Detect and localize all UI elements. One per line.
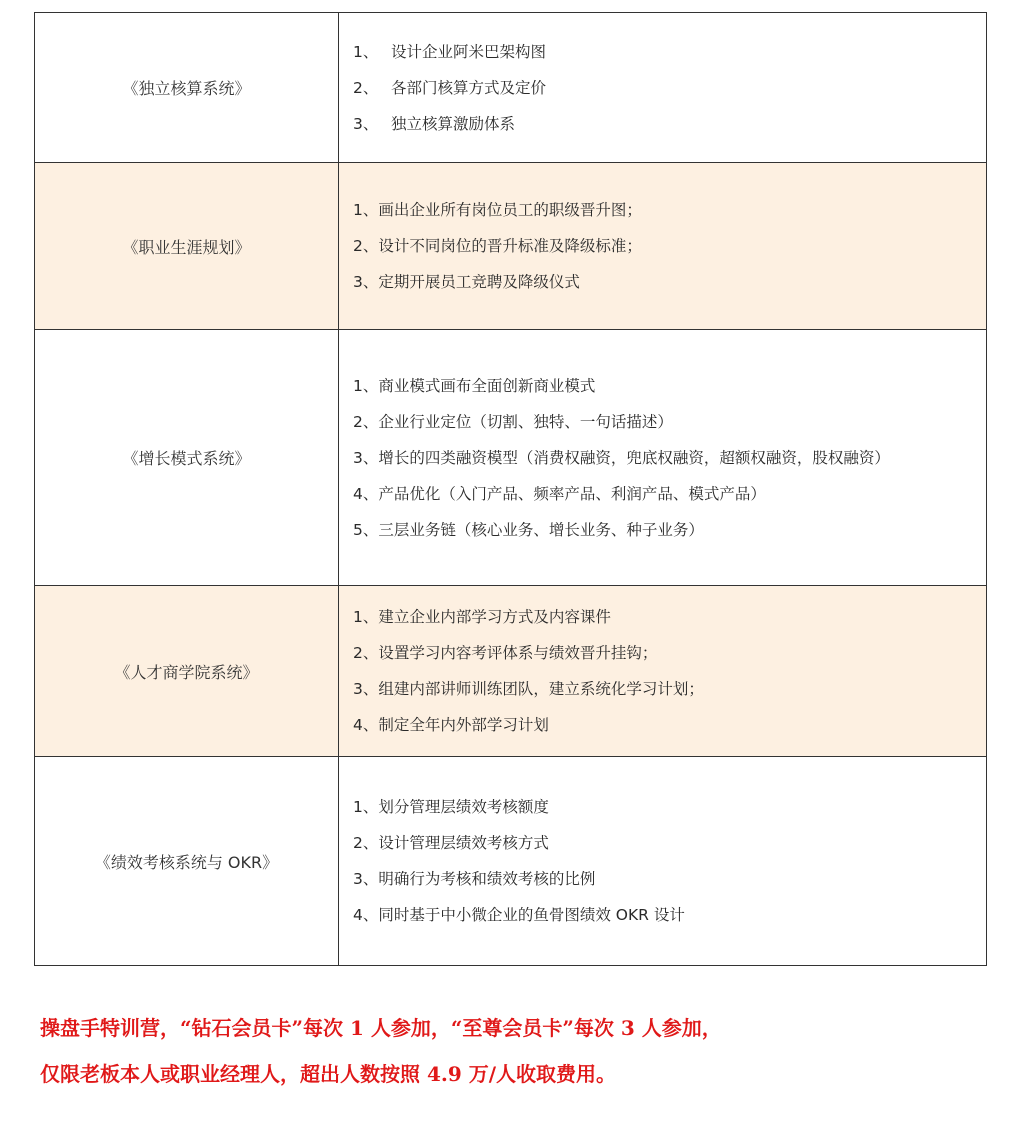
module-row: [35, 586, 987, 757]
module-item-list: [353, 789, 986, 933]
module-item-list: [353, 368, 986, 548]
list-item: [353, 368, 986, 404]
item-text: 设置学习内容考评体系与绩效晋升挂钩；: [378, 644, 658, 662]
list-item: [353, 106, 986, 142]
item-text: 商业模式画布全面创新商业模式: [378, 376, 596, 395]
module-name-cell: [35, 13, 339, 163]
module-row: [35, 757, 987, 966]
module-name: 《独立核算系统》: [122, 79, 251, 98]
list-item: [353, 476, 986, 512]
list-item: [353, 707, 986, 743]
module-name: 《绩效考核系统与 OKR》: [94, 852, 279, 872]
item-text: 组建内部讲师训练团队，建立系统化学习计划；: [378, 680, 704, 698]
item-number: 4、: [353, 716, 379, 734]
item-number: 1、: [353, 608, 379, 626]
item-text: 三层业务链（核心业务、增长业务、种子业务）: [378, 520, 704, 539]
module-row: [35, 163, 987, 330]
list-item: [353, 897, 986, 933]
list-item: [353, 264, 986, 300]
module-items-cell: [339, 757, 987, 966]
list-item: [353, 635, 986, 671]
item-number: 2、: [353, 412, 379, 431]
item-text: 定期开展员工竞聘及降级仪式: [378, 273, 580, 291]
module-items-cell: [339, 586, 987, 757]
item-number: 1、: [353, 42, 379, 61]
list-item: [353, 825, 986, 861]
item-number: 3、: [353, 114, 379, 133]
item-text: 设计不同岗位的晋升标准及降级标准；: [378, 237, 642, 255]
item-text: 独立核算激励体系: [391, 114, 516, 133]
module-item-list: [353, 192, 986, 300]
membership-notice: [40, 1005, 1000, 1097]
item-text: 制定全年内外部学习计划: [378, 716, 549, 734]
item-number: 5、: [353, 520, 379, 539]
list-item: [353, 404, 986, 440]
item-number: 1、: [353, 201, 379, 219]
list-item: [353, 34, 986, 70]
module-item-list: [353, 599, 986, 743]
item-number: 3、: [353, 680, 379, 698]
module-name-cell: [35, 757, 339, 966]
item-number: 2、: [353, 834, 379, 852]
item-number: 4、: [353, 484, 379, 503]
list-item: [353, 228, 986, 264]
item-text: 画出企业所有岗位员工的职级晋升图；: [378, 201, 642, 219]
item-number: 2、: [353, 78, 379, 97]
item-text: 企业行业定位（切割、独特、一句话描述）: [378, 412, 673, 431]
module-items-cell: [339, 13, 987, 163]
notice-line-2: 仅限老板本人或职业经理人，超出人数按照 4.9 万/人收取费用。: [40, 1062, 617, 1086]
item-number: 4、: [353, 906, 379, 924]
list-item: [353, 671, 986, 707]
item-number: 2、: [353, 237, 379, 255]
item-text: 各部门核算方式及定价: [391, 78, 547, 97]
item-number: 3、: [353, 273, 379, 291]
notice-line-1: 操盘手特训营，“钻石会员卡”每次 1 人参加，“至尊会员卡”每次 3 人参加，: [40, 1016, 722, 1040]
item-number: 1、: [353, 376, 379, 395]
module-name-cell: [35, 330, 339, 586]
list-item: [353, 599, 986, 635]
list-item: [353, 70, 986, 106]
list-item: [353, 789, 986, 825]
module-name-cell: [35, 586, 339, 757]
module-name-cell: [35, 163, 339, 330]
item-text: 同时基于中小微企业的鱼骨图绩效 OKR 设计: [378, 906, 685, 924]
module-items-cell: [339, 163, 987, 330]
course-module-table: [34, 12, 987, 966]
item-number: 2、: [353, 644, 379, 662]
list-item: [353, 861, 986, 897]
module-item-list: [353, 34, 986, 142]
item-text: 产品优化（入门产品、频率产品、利润产品、模式产品）: [378, 484, 766, 503]
item-number: 3、: [353, 448, 379, 467]
item-text: 设计企业阿米巴架构图: [391, 42, 547, 61]
item-text: 建立企业内部学习方式及内容课件: [378, 608, 611, 626]
item-number: 1、: [353, 798, 379, 816]
module-row: [35, 13, 987, 163]
item-text: 增长的四类融资模型（消费权融资，兜底权融资，超额权融资，股权融资）: [378, 448, 890, 467]
module-name: 《增长模式系统》: [122, 449, 251, 468]
item-text: 明确行为考核和绩效考核的比例: [378, 870, 596, 888]
module-name: 《人才商学院系统》: [114, 662, 259, 682]
list-item: [353, 440, 986, 476]
item-text: 设计管理层绩效考核方式: [378, 834, 549, 852]
module-items-cell: [339, 330, 987, 586]
item-text: 划分管理层绩效考核额度: [378, 798, 549, 816]
list-item: [353, 192, 986, 228]
clipped-heading-fragment: [118, 0, 298, 3]
module-row: [35, 330, 987, 586]
module-name: 《职业生涯规划》: [122, 237, 251, 257]
item-number: 3、: [353, 870, 379, 888]
list-item: [353, 512, 986, 548]
